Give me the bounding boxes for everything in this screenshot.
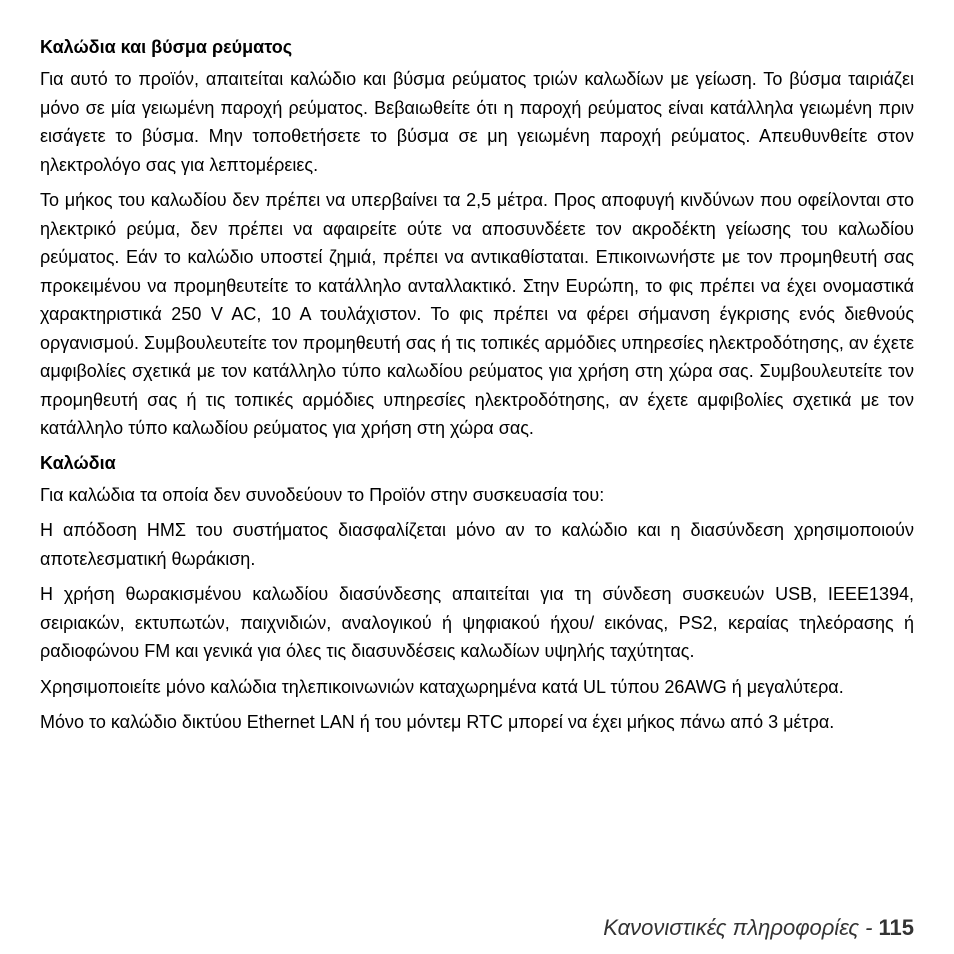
paragraph: Για καλώδια τα οποία δεν συνοδεύουν το Προϊόν στην συσκευασία του: [40, 484, 605, 505]
section-heading: Καλώδια [40, 452, 116, 473]
paragraph: Μόνο το καλώδιο δικτύου Ethernet LAN ή του μόντεμ RTC μπορεί να έχει μήκος πάνω από 3 μέτρα. [40, 712, 835, 732]
document-page [40, 34, 914, 744]
page-number: 115 [878, 915, 914, 940]
section-heading: Καλώδια και βύσμα ρεύματος [40, 37, 293, 57]
paragraph: Το μήκος του καλωδίου δεν πρέπει να υπερβαίνει τα 2,5 μέτρα. Προς αποφυγή κινδύνων που οφείλονται στο ηλεκτρικό ρεύμα, δεν πρέπει να αφαιρείτε ούτε να αποσυνδέετε τον ακροδέκτη γείωσης του καλωδίου ρεύματος. Εάν το καλώδιο υποστεί ζημιά, πρέπει να αντικαθίσταται. Επικοινωνήστε με τον προμηθευτή σας προκειμένου να προμηθευτείτε το κατάλληλο ανταλλακτικό. Στην Ευρώπη, το φις πρέπει να έχει ονομαστικά χαρακτηριστικά 250 V AC, 10 A τουλάχιστον. Το φις πρέπει να φέρει σήμανση έγκρισης ενός διεθνούς οργανισμού. Συμβουλευτείτε τον προμηθευτή σας ή τις τοπικές αρμόδιες υπηρεσίες ηλεκτροδότησης, αν έχετε αμφιβολίες σχετικά με τον κατάλληλο τύπο καλωδίου ρεύματος για χρήση στη χώρα σας. Συμβουλευτείτε τον προμηθευτή σας ή τις τοπικές αρμόδιες υπηρεσίες ηλεκτροδότησης, αν έχετε αμφιβολίες σχετικά με τον κατάλληλο τύπο καλωδίου ρεύματος για χρήση στη χώρα σας. [40, 190, 914, 438]
paragraph: Χρησιμοποιείτε μόνο καλώδια τηλεπικοινωνιών καταχωρημένα κατά UL τύπου 26AWG ή μεγαλύτερα. [40, 676, 844, 697]
paragraph: Για αυτό το προϊόν, απαιτείται καλώδιο και βύσμα ρεύματος τριών καλωδίων με γείωση. Το βύσμα ταιριάζει μόνο σε μία γειωμένη παροχή ρεύματος. Βεβαιωθείτε ότι η παροχή ρεύματος είναι κατάλληλα γειωμένη πριν εισάγετε το βύσμα. Μην τοποθετήσετε το βύσμα σε μη γειωμένη παροχή ρεύματος. Απευθυνθείτε στον ηλεκτρολόγο σας για λεπτομέρειες. [40, 69, 914, 175]
page-footer [603, 913, 914, 943]
section-cables [40, 450, 914, 737]
section-power-cord [40, 34, 914, 443]
paragraph: Η απόδοση ΗΜΣ του συστήματος διασφαλίζεται μόνο αν το καλώδιο και η διασύνδεση χρησιμοποιούν αποτελεσματική θωράκιση. [40, 520, 914, 569]
footer-title: Κανονιστικές πληροφορίες - [603, 915, 873, 940]
paragraph: Η χρήση θωρακισμένου καλωδίου διασύνδεσης απαιτείται για τη σύνδεση συσκευών USB, IEEE1394, σειριακών, εκτυπωτών, παιχνιδιών, αναλογικού ή ψηφιακού ήχου/ εικόνας, PS2, κεραίας τηλεόρασης ή ραδιοφώνου FM και γενικά για όλες τις διασυνδέσεις καλωδίων υψηλής ταχύτητας. [40, 584, 914, 661]
